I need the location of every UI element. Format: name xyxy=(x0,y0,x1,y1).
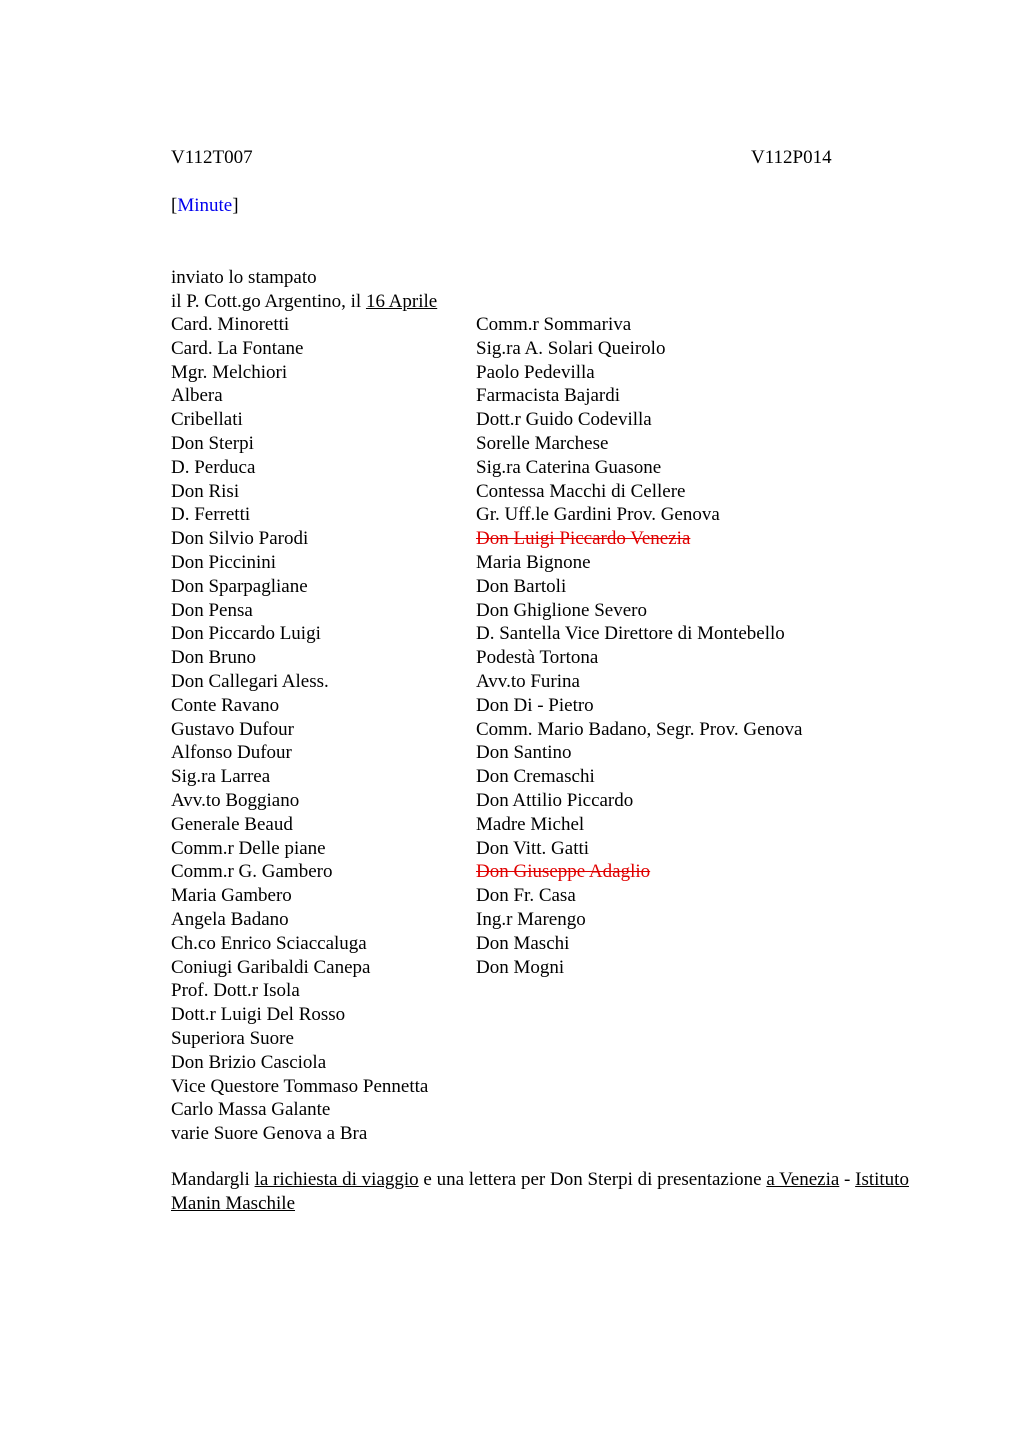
list-item: Sig.ra Larrea xyxy=(171,766,271,788)
struck-list-item: Don Luigi Piccardo Venezia xyxy=(476,528,691,550)
list-item: Don Callegari Aless. xyxy=(171,670,329,692)
list-item: Dott.r Luigi Del Rosso xyxy=(171,1004,346,1026)
list-item: Card. La Fontane xyxy=(171,337,304,359)
note-underlined-2: a Venezia xyxy=(766,1169,840,1190)
list-item: Generale Beaud xyxy=(171,813,293,835)
list-item: Don Brizio Casciola xyxy=(171,1051,327,1073)
list-item: Don Piccinini xyxy=(171,551,277,573)
list-item: Don Di - Pietro xyxy=(476,694,594,716)
list-item: Don Mogni xyxy=(476,956,565,978)
list-item: Prof. Dott.r Isola xyxy=(171,980,300,1002)
minute-close-bracket: ] xyxy=(232,195,239,216)
recipients-left-column xyxy=(171,313,428,1146)
closing-note xyxy=(171,1168,931,1216)
intro-block xyxy=(171,266,437,314)
note-underlined-3: Istituto Manin Maschile xyxy=(171,1169,909,1214)
list-item: Vice Questore Tommaso Pennetta xyxy=(171,1075,429,1097)
list-item: Sig.ra A. Solari Queirolo xyxy=(476,337,666,359)
list-item: varie Suore Genova a Bra xyxy=(171,1123,368,1145)
note-text-1: Mandargli xyxy=(171,1169,255,1190)
note-underlined-1: la richiesta di viaggio xyxy=(254,1169,419,1190)
document-code-left: V112T007 xyxy=(171,147,253,168)
list-item: Podestà Tortona xyxy=(476,647,599,669)
list-item: Paolo Pedevilla xyxy=(476,361,595,383)
note-text-3: - xyxy=(839,1169,856,1190)
list-item: Don Vitt. Gatti xyxy=(476,837,590,859)
minute-link[interactable]: Minute xyxy=(177,195,233,216)
list-item: Superiora Suore xyxy=(171,1027,294,1049)
list-item: Don Maschi xyxy=(476,932,570,954)
list-item: Dott.r Guido Codevilla xyxy=(476,409,652,431)
list-item: Avv.to Furina xyxy=(476,670,580,692)
list-item: Comm.r Delle piane xyxy=(171,837,326,859)
list-item: Sig.ra Caterina Guasone xyxy=(476,456,662,478)
list-item: Don Fr. Casa xyxy=(476,885,576,907)
list-item: D. Perduca xyxy=(171,456,256,478)
note-text-2: e una lettera per Don Sterpi di presentazione xyxy=(418,1169,767,1190)
intro-date: 16 Aprile xyxy=(365,290,438,312)
recipients-right-column xyxy=(476,313,802,979)
list-item: Madre Michel xyxy=(476,813,585,835)
list-item: Albera xyxy=(171,385,223,407)
list-item: Card. Minoretti xyxy=(171,314,290,335)
list-item: Don Santino xyxy=(476,742,572,764)
list-item: Farmacista Bajardi xyxy=(476,385,621,407)
list-item: Avv.to Boggiano xyxy=(171,789,300,811)
intro-line-2-prefix: il P. Cott.go Argentino, il xyxy=(171,290,366,312)
list-item: Ch.co Enrico Sciaccaluga xyxy=(171,932,367,954)
list-item: Don Ghiglione Severo xyxy=(476,599,647,621)
list-item: Alfonso Dufour xyxy=(171,742,292,764)
list-item: Ing.r Marengo xyxy=(476,908,586,930)
list-item: Don Cremaschi xyxy=(476,766,595,788)
list-item: Mgr. Melchiori xyxy=(171,361,288,383)
list-item: Don Sterpi xyxy=(171,432,254,454)
list-item: Angela Badano xyxy=(171,908,289,930)
list-item: Gr. Uff.le Gardini Prov. Genova xyxy=(476,504,720,526)
list-item: D. Santella Vice Direttore di Montebello xyxy=(476,623,785,645)
list-item: Don Silvio Parodi xyxy=(171,528,309,550)
list-item: Don Piccardo Luigi xyxy=(171,623,321,645)
list-item: Comm.r G. Gambero xyxy=(171,861,333,883)
list-item: Don Sparpagliane xyxy=(171,575,308,597)
struck-list-item: Don Giuseppe Adaglio xyxy=(476,861,651,883)
list-item: Cribellati xyxy=(171,409,243,431)
list-item: Don Risi xyxy=(171,480,240,502)
list-item: Don Pensa xyxy=(171,599,253,621)
list-item: Comm. Mario Badano, Segr. Prov. Genova xyxy=(476,718,803,740)
minute-label xyxy=(171,195,239,217)
list-item: Contessa Macchi di Cellere xyxy=(476,480,686,502)
list-item: Sorelle Marchese xyxy=(476,432,609,454)
list-item: Maria Gambero xyxy=(171,885,292,907)
document-code-right: V112P014 xyxy=(751,147,832,168)
intro-line-1: inviato lo stampato xyxy=(171,267,317,288)
list-item: Don Attilio Piccardo xyxy=(476,789,634,811)
list-item: Don Bartoli xyxy=(476,575,567,597)
minute-open-bracket: [ xyxy=(171,195,178,216)
list-item: Maria Bignone xyxy=(476,551,591,573)
list-item: Comm.r Sommariva xyxy=(476,314,632,335)
list-item: D. Ferretti xyxy=(171,504,251,526)
list-item: Carlo Massa Galante xyxy=(171,1099,331,1121)
intro-line-2 xyxy=(171,290,437,314)
list-item: Gustavo Dufour xyxy=(171,718,294,740)
list-item: Coniugi Garibaldi Canepa xyxy=(171,956,371,978)
list-item: Don Bruno xyxy=(171,647,256,669)
list-item: Conte Ravano xyxy=(171,694,280,716)
